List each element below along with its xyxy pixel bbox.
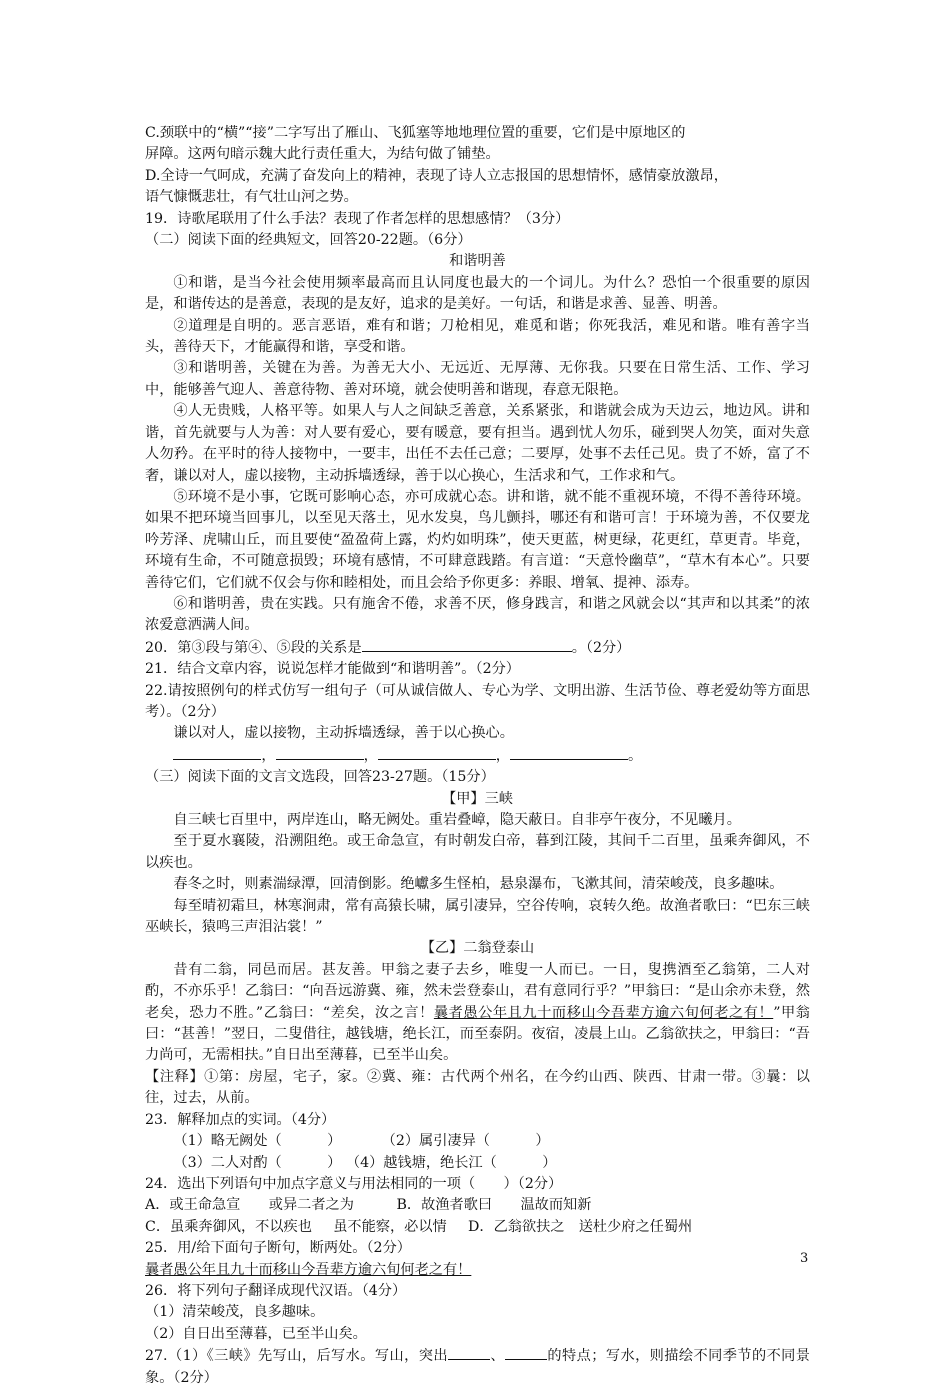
page-content [145, 123, 810, 1389]
option-d-line2: 语气慷慨悲壮，有气壮山河之势。 [145, 189, 358, 206]
essay-title: 和谐明善 [449, 253, 506, 270]
answer-blank-27-2[interactable] [505, 1345, 547, 1360]
text-jia-title: 【甲】三峡 [442, 790, 513, 807]
essay-paragraph-1: ①和谐，是当今社会使用频率最高而且认同度也最大的一个词儿。为什么？恐怕一个很重要的原因是，和谐传达的是善意，表现的是友好，追求的是美好。一句话，和谐是求善、显善、明善。 [145, 274, 810, 313]
option-a-first: A．或王命急宣 [145, 1197, 241, 1214]
question-27-text2: 的特点；写水，则描绘不同季节的不同景象。（2分） [145, 1348, 810, 1386]
close-paren: ） [327, 1133, 342, 1150]
question-26-item1: （1）清荣峻茂，良多趣味。 [145, 1304, 325, 1321]
imitation-blank-2[interactable] [276, 745, 364, 760]
option-c-second: 虽不能察，必以情 [333, 1218, 447, 1235]
question-19: 19．诗歌尾联用了什么手法？表现了作者怎样的思想感情？（3分） [145, 210, 570, 227]
option-a-second: 或异二者之为 [268, 1197, 354, 1214]
option-d-first: D．乙翁欲扶之 [468, 1218, 565, 1235]
separator: 、 [489, 1348, 505, 1365]
essay-paragraph-5: ⑤环境不是小事，它既可影响心态，亦可成就心态。讲和谐，就不能不重视环境，不得不善待环境。如果不把环境当回事儿，以至见天落土，见水发臭，鸟儿颤抖，哪还有和谐可言！于环境为善，不仅要龙吟芳泽、虎啸山丘，而且要使“盈盈荷上露，灼灼如明珠”，使天更蓝，树更绿，花更红，草更青。毕竟，环境有生命，不可随意损毁；环境有感情，不可肆意践踏。有言道：“天意怜幽草”，“草木有本心”。只要善待它们，它们就不仅会与你和睦相处，而且会给予你更多：养眼、增氧、提神、添寿。 [145, 488, 810, 591]
question-23: 23．解释加点的实词。（4分） [145, 1111, 336, 1128]
question-22: 22.请按照例句的样式仿写一组句子（可从诚信做人、专心为学、文明出游、生活节俭、尊老爱幼等方面思考）。（2分） [145, 682, 810, 720]
section-3-heading: （三）阅读下面的文言文选段，回答23-27题。（15分） [145, 769, 495, 786]
page-number: 3 [800, 1251, 809, 1266]
question-21: 21．结合文章内容，说说怎样才能做到“和谐明善”。（2分） [145, 661, 520, 678]
question-20-text: 20．第③段与第④、⑤段的关系是 [145, 639, 362, 656]
option-d-line1: D.全诗一气呵成，充满了奋发向上的精神，表现了诗人立志报国的思想情怀，感情豪放激昂， [145, 167, 728, 184]
essay-paragraph-2: ②道理是自明的。恶言恶语，难有和谐；刀枪相见，难觅和谐；你死我活，难见和谐。唯有善字当头，善待天下，才能赢得和谐，享受和谐。 [145, 317, 810, 356]
question-23-item1: （1）略无阙处（ [173, 1133, 282, 1150]
question-22-example: 谦以对人，虚以接物，主动拆墙透绿，善于以心换心。 [173, 725, 514, 742]
imitation-blank-1[interactable] [173, 745, 261, 760]
close-paren: ） [535, 1133, 550, 1150]
question-20 [145, 637, 810, 659]
option-b-first: B．故渔者歌曰 [396, 1197, 493, 1214]
option-c-line2: 屏障。这两句暗示魏大此行责任重大，为结句做了铺垫。 [145, 146, 500, 163]
question-23-item2: （2）属引凄异（ [381, 1133, 490, 1150]
option-c-first: C．虽乘奔御风，不以疾也 [145, 1218, 312, 1235]
question-20-score: 。（2分） [571, 639, 631, 656]
question-25-sentence [145, 1260, 810, 1281]
imitation-blank-4[interactable] [510, 745, 628, 760]
essay-paragraph-3: ③和谐明善，关键在为善。为善无大小、无远近、无厚薄、无你我。只要在日常生活、工作、学习中，能够善气迎人、善意待物、善对环境，就会使明善和谐现，春意无限艳。 [145, 360, 810, 398]
question-24-row2 [145, 1217, 810, 1238]
question-24: 24．选出下列语句中加点字意义与用法相同的一项（ ）（2分） [145, 1175, 563, 1192]
text-yi-underlined-sentence: 曩者愚公年且九十而移山今吾辈方逾六旬何老之有！ [433, 1004, 774, 1021]
answer-blank-20[interactable] [362, 637, 572, 652]
option-c-line1: C.颈联中的“横”“接”二字写出了雁山、飞狐塞等地地理位置的重要，它们是中原地区的 [145, 125, 686, 141]
text-yi-part1: 昔有二翁，同邑而居。甚友善。甲翁之妻子去乡，唯叟一人而已。一日，叟携酒至乙翁第，二人对酌，不亦乐乎！乙翁曰：“向吾远游冀、雍，然未尝登泰山，君有意同行乎？”甲翁曰：“是山余亦未登，然老矣，恐力不胜。”乙翁曰：“差矣，汝之言！ [145, 961, 810, 1021]
option-d-second: 送杜少府之任蜀州 [578, 1218, 693, 1235]
text-yi-paragraph [145, 960, 810, 1067]
question-24-row1 [145, 1195, 810, 1216]
question-23-item4: （4）越钱塘，绝长江（ [345, 1154, 497, 1171]
essay-paragraph-6: ⑥和谐明善，贵在实践。只有施舍不倦，求善不厌，修身践言，和谐之风就会以“其声和以其柔”的浓浓爱意洒满人间。 [145, 595, 810, 634]
question-25-text: 曩者愚公年且九十而移山今吾辈方逾六旬何老之有！ [145, 1261, 472, 1278]
question-26-item2: （2）自日出至薄暮，已至半山矣。 [145, 1325, 367, 1342]
annotation-note: 【注释】①第：房屋，宅子，家。②冀、雍：古代两个州名，在今约山西、陕西、甘肃一带。③曩：以往，过去，从前。 [145, 1068, 810, 1107]
question-23-row2 [145, 1153, 810, 1174]
text-jia-paragraph-2: 至于夏水襄陵，沿溯阻绝。或王命急宣，有时朝发白帝，暮到江陵，其间千二百里，虽乘奔御风，不以疾也。 [145, 833, 810, 871]
imitation-blank-3[interactable] [378, 745, 496, 760]
close-paren: ） [542, 1154, 557, 1171]
question-23-row1 [145, 1131, 810, 1152]
question-27-text1: 27.（1）《三峡》先写山，后写水。写山，突出 [145, 1348, 448, 1365]
text-yi-part2: ”甲翁曰：“甚善！”翌日，二叟借往，越钱塘，绝长江，而至泰阴。夜宿，凌晨上山。乙翁欲扶之，甲翁曰：“吾力尚可，无需相扶。”自日出至薄暮，已至半山矣。 [145, 1004, 810, 1064]
text-jia-paragraph-4: 每至晴初霜旦，林寒涧肃，常有高猿长啸，属引凄异，空谷传响，哀转久绝。故渔者歌曰：“巴东三峡巫峡长，猿鸣三声泪沾裳！” [145, 897, 810, 936]
section-2-heading: （二）阅读下面的经典短文，回答20-22题。（6分） [145, 232, 472, 249]
question-25: 25．用/给下面句子断句，断两处。（2分） [145, 1240, 411, 1257]
text-jia-paragraph-1: 自三峡七百里中，两岸连山，略无阙处。重岩叠嶂，隐天蔽日。自非亭午夜分，不见曦月。 [173, 812, 741, 828]
essay-paragraph-4: ④人无贵贱，人格平等。如果人与人之间缺乏善意，关系紧张，和谐就会成为天边云，地边风。讲和谐，首先就要与人为善：对人要有爱心，要有暖意，要有担当。遇到忧人勿乐，碰到哭人勿笑，面对失意人勿矜。在平时的待人接物中，一要丰，出任不去任己意；二要厚，处事不去任己见。贵了不娇，富了不奢，谦以对人，虚以接物，主动拆墙透绿，善于以心换心，生活求和气，工作求和气。 [145, 403, 810, 484]
answer-blank-27-1[interactable] [448, 1345, 490, 1360]
text-yi-title: 【乙】二翁登泰山 [420, 940, 535, 957]
close-paren: ） [327, 1154, 342, 1171]
imitation-blanks: ， ， ， 。 [145, 745, 810, 767]
text-jia-paragraph-3: 春冬之时，则素湍绿潭，回清倒影。绝巘多生怪柏，悬泉瀑布，飞漱其间，清荣峻茂，良多趣味。 [173, 876, 784, 893]
question-23-item3: （3）二人对酌（ [173, 1154, 282, 1171]
question-27 [145, 1345, 810, 1389]
question-26: 26．将下列句子翻译成现代汉语。（4分） [145, 1282, 407, 1299]
option-b-second: 温故而知新 [520, 1197, 592, 1214]
